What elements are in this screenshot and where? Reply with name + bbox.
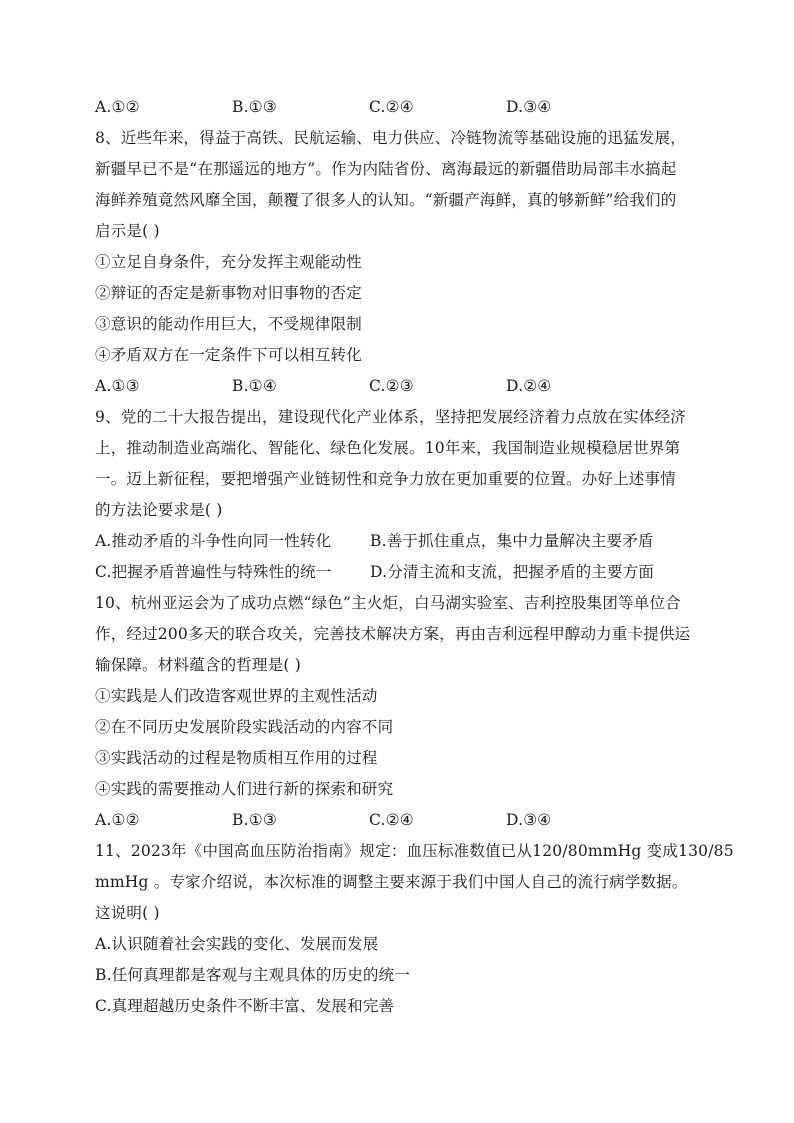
question-10 (95, 588, 705, 836)
q11-stem-line: 11、2023年《中国高血压防治指南》规定：血压标准数值已从120/80mmHg 变成130/85 (95, 842, 734, 860)
q8-option-d[interactable]: D.②④ (506, 377, 552, 395)
q9-options-row-1 (95, 526, 705, 557)
q8-stem-line: 启示是( ) (95, 222, 160, 240)
q11-stem-line: mmHg 。专家介绍说，本次标准的调整主要来源于我们中国人自己的流行病学数据。 (95, 873, 688, 891)
q10-option-a[interactable]: A.①② (95, 811, 140, 829)
q8-statement-4: ④矛盾双方在一定条件下可以相互转化 (95, 346, 362, 364)
q7-option-c[interactable]: C.②④ (369, 98, 414, 116)
q8-option-c[interactable]: C.②③ (369, 377, 414, 395)
q8-option-b[interactable]: B.①④ (232, 377, 277, 395)
question-9 (95, 402, 705, 588)
q8-statement-3: ③意识的能动作用巨大，不受规律限制 (95, 315, 362, 333)
q10-statement-2: ②在不同历史发展阶段实践活动的内容不同 (95, 718, 394, 736)
q10-option-c[interactable]: C.②④ (369, 811, 414, 829)
q8-stem-line: 海鲜养殖竟然风靡全国，颠覆了很多人的认知。“新疆产海鲜，真的够新鲜”给我们的 (95, 191, 677, 209)
q8-options (95, 371, 705, 402)
q8-statement-1: ①立足自身条件，充分发挥主观能动性 (95, 253, 362, 271)
q10-stem-line: 作，经过200多天的联合攻关，完善技术解决方案，再由吉利远程甲醇动力重卡提供运 (95, 625, 691, 643)
q7-option-a[interactable]: A.①② (95, 98, 140, 116)
q9-stem-line: 的方法论要求是( ) (95, 501, 223, 519)
q9-option-a[interactable]: A.推动矛盾的斗争性向同一性转化 (95, 532, 332, 550)
q10-options (95, 805, 705, 836)
q9-options-row-2 (95, 557, 705, 588)
q8-statement-2: ②辩证的否定是新事物对旧事物的否定 (95, 284, 362, 302)
q9-stem-line: 一。迈上新征程，要把增强产业链韧性和竞争力放在更加重要的位置。办好上述事情 (95, 470, 676, 488)
q7-option-b[interactable]: B.①③ (232, 98, 277, 116)
q10-stem-line: 输保障。材料蕴含的哲理是( ) (95, 656, 302, 674)
q10-statement-3: ③实践活动的过程是物质相互作用的过程 (95, 749, 378, 767)
q9-option-b[interactable]: B.善于抓住重点，集中力量解决主要矛盾 (370, 532, 654, 550)
q8-stem-line: 8、近些年来，得益于高铁、民航运输、电力供应、冷链物流等基础设施的迅猛发展， (95, 129, 686, 147)
q9-option-d[interactable]: D.分清主流和支流，把握矛盾的主要方面 (370, 563, 655, 581)
q8-option-a[interactable]: A.①③ (95, 377, 140, 395)
q8-stem-line: 新疆早已不是“在那遥远的地方”。作为内陆省份、离海最远的新疆借助局部丰水搞起 (95, 160, 677, 178)
q10-statement-4: ④实践的需要推动人们进行新的探索和研究 (95, 780, 394, 798)
exam-page-content (95, 92, 734, 1022)
q11-option-a[interactable]: A.认识随着社会实践的变化、发展而发展 (95, 935, 379, 953)
q10-stem-line: 10、杭州亚运会为了成功点燃“绿色”主火炬，白马湖实验室、吉利控股集团等单位合 (95, 594, 681, 612)
q7-options (95, 92, 705, 123)
q11-option-c[interactable]: C.真理超越历史条件不断丰富、发展和完善 (95, 997, 395, 1015)
q11-option-b[interactable]: B.任何真理都是客观与主观具体的历史的统一 (95, 966, 411, 984)
q9-stem-line: 9、党的二十大报告提出，建设现代化产业体系，坚持把发展经济着力点放在实体经济 (95, 408, 686, 426)
q7-option-d[interactable]: D.③④ (506, 98, 552, 116)
q10-statement-1: ①实践是人们改造客观世界的主观性活动 (95, 687, 378, 705)
q11-stem-line: 这说明( ) (95, 904, 160, 922)
q9-option-c[interactable]: C.把握矛盾普遍性与特殊性的统一 (95, 563, 332, 581)
q9-stem-line: 上，推动制造业高端化、智能化、绿色化发展。10年来，我国制造业规模稳居世界第 (95, 439, 681, 457)
q10-option-b[interactable]: B.①③ (232, 811, 277, 829)
question-11 (95, 836, 734, 1022)
q10-option-d[interactable]: D.③④ (506, 811, 552, 829)
question-8 (95, 123, 705, 402)
